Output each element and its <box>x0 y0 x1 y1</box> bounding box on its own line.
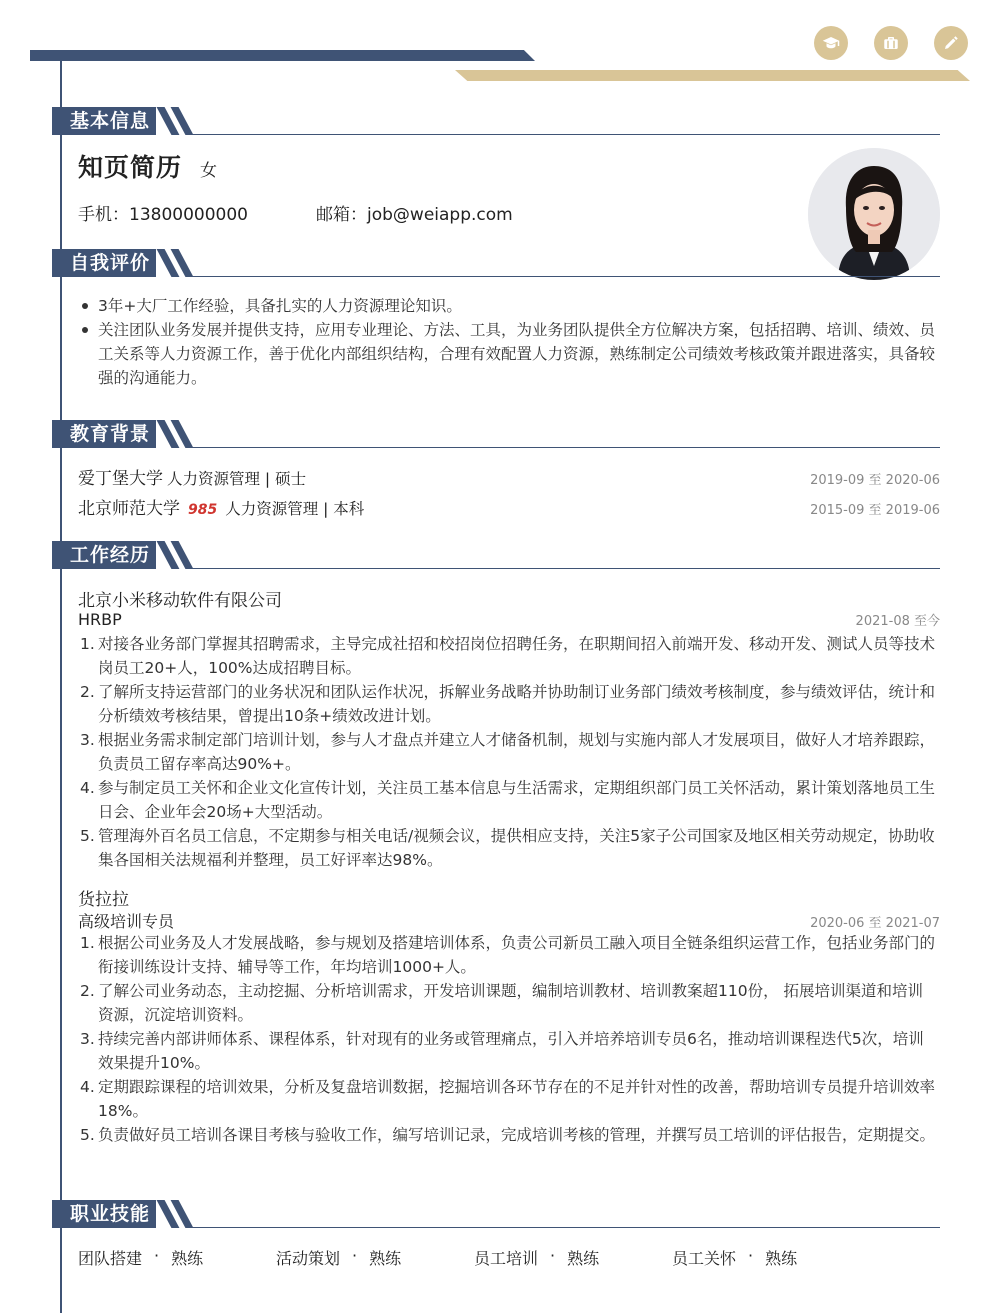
list-item: 2. 了解公司业务动态，主动挖掘、分析培训需求，开发培训课题，编制培训教材、培训教案超110份， 拓展培训渠道和培训资源，沉淀培训资料。 <box>80 982 924 1024</box>
list-item: 4. 参与制定员工关怀和企业文化宣传计划，关注员工基本信息与生活需求，定期组织部门员工关怀活动，累计策划落地员工生日会、企业年会20场+大型活动。 <box>80 779 936 821</box>
skill-item <box>78 1246 276 1269</box>
section-rule <box>192 447 940 448</box>
skill-separator: · <box>352 1246 358 1265</box>
role-row <box>78 610 940 629</box>
list-item: 2. 了解所支持运营部门的业务状况和团队运作状况，拆解业务战略并协助制订业务部门绩效考核制度，参与绩效评估，统计和分析绩效考核结果，曾提出10条+绩效改进计划。 <box>80 683 936 725</box>
skill-level: 熟练 <box>567 1249 600 1268</box>
section-title: 职业技能 <box>52 1200 156 1228</box>
skill-item <box>276 1246 474 1269</box>
self-eval-list <box>78 294 938 390</box>
skills-row <box>78 1246 940 1269</box>
header-icons <box>814 26 968 60</box>
section-header-self-eval <box>52 249 940 277</box>
job-title: 高级培训专员 <box>78 912 175 931</box>
skill-level: 熟练 <box>369 1249 402 1268</box>
section-title: 自我评价 <box>52 249 156 277</box>
job-date: 2020-06 至 2021-07 <box>810 916 940 931</box>
school-name: 爱丁堡大学 <box>78 469 163 489</box>
skill-separator: · <box>154 1246 160 1265</box>
school-date: 2015-09 至 2019-06 <box>810 503 940 518</box>
list-item: 4. 定期跟踪课程的培训效果，分析及复盘培训数据，挖掘培训各环节存在的不足并针对性的改善，帮助培训专员提升培训效率18%。 <box>80 1078 936 1120</box>
education-row <box>78 464 940 490</box>
section-header-work <box>52 541 940 569</box>
skill-separator: · <box>748 1246 754 1265</box>
list-item: 1. 对接各业务部门掌握其招聘需求，主导完成社招和校招岗位招聘任务，在职期间招入前端开发、移动开发、测试人员等技术岗员工20+人，100%达成招聘目标。 <box>80 635 936 677</box>
list-item: 1. 根据公司业务及人才发展战略，参与规划及搭建培训体系，负责公司新员工融入项目全链条组织运营工作，包括业务部门的衔接训练设计支持、辅导等工作，年均培训1000+人。 <box>80 934 936 976</box>
job-title: HRBP <box>78 610 122 629</box>
section-title: 工作经历 <box>52 541 156 569</box>
header-decor-navy-bar <box>30 50 535 61</box>
section-rule <box>192 134 940 135</box>
graduation-cap-icon <box>814 26 848 60</box>
company-name: 北京小米移动软件有限公司 <box>78 591 282 611</box>
list-item: 5. 负责做好员工培训各课目考核与验收工作，编写培训记录，完成培训考核的管理，并撰写员工培训的评估报告，定期提交。 <box>80 1126 936 1144</box>
section-rule <box>192 568 940 569</box>
section-header-education <box>52 420 940 448</box>
section-rule <box>192 1227 940 1228</box>
name-row <box>78 148 217 184</box>
briefcase-icon <box>874 26 908 60</box>
skill-name: 员工关怀 <box>672 1249 737 1268</box>
skill-separator: · <box>550 1246 556 1265</box>
skill-level: 熟练 <box>171 1249 204 1268</box>
skill-level: 熟练 <box>765 1249 798 1268</box>
skill-name: 活动策划 <box>276 1249 341 1268</box>
skill-item <box>672 1246 870 1269</box>
section-header-basic <box>52 107 940 135</box>
candidate-name: 知页简历 <box>78 153 183 182</box>
list-item: 3. 根据业务需求制定部门培训计划，参与人才盘点并建立人才储备机制，规划与实施内部人才发展项目，做好人才培养跟踪，负责员工留存率高达90%+。 <box>80 731 936 773</box>
list-item: 3. 持续完善内部讲师体系、课程体系，针对现有的业务或管理痛点，引入并培养培训专员6名，推动培训课程迭代5次，培训效果提升10%。 <box>80 1030 924 1072</box>
job-date: 2021-08 至今 <box>855 614 940 629</box>
education-row <box>78 494 940 520</box>
skill-item <box>474 1246 672 1269</box>
skill-name: 员工培训 <box>474 1249 539 1268</box>
candidate-gender: 女 <box>200 161 218 181</box>
section-rule <box>192 276 940 277</box>
header-decor-gold-bar <box>455 70 970 81</box>
skill-name: 团队搭建 <box>78 1249 143 1268</box>
list-item: 关注团队业务发展并提供支持，应用专业理论、方法、工具，为业务团队提供全方位解决方案，包括招聘、培训、绩效、员工关系等人力资源工作，善于优化内部组织结构，合理有效配置人力资源，熟练制定公司绩效考核政策并跟进落实，具备较强的沟通能力。 <box>78 318 938 390</box>
section-title: 基本信息 <box>52 107 156 135</box>
list-item: 3年+大厂工作经验，具备扎实的人力资源理论知识。 <box>78 294 938 318</box>
school-date: 2019-09 至 2020-06 <box>810 473 940 488</box>
school-name: 北京师范大学 <box>78 499 180 519</box>
school-major: 人力资源管理 | 本科 <box>225 500 365 518</box>
job-duties-list <box>78 931 936 1147</box>
school-tag-985: 985 <box>188 502 218 518</box>
job-duties-list <box>78 632 936 872</box>
phone: 手机：13800000000 <box>78 205 248 225</box>
email: 邮箱：job@weiapp.com <box>316 205 513 225</box>
section-title: 教育背景 <box>52 420 156 448</box>
list-item: 5. 管理海外百名员工信息，不定期参与相关电话/视频会议，提供相应支持，关注5家子公司国家及地区相关劳动规定，协助收集各国相关法规福利并整理，员工好评率达98%。 <box>80 827 935 869</box>
company-name: 货拉拉 <box>78 890 129 910</box>
section-header-skills <box>52 1200 940 1228</box>
pen-icon <box>934 26 968 60</box>
school-major: 人力资源管理 | 硕士 <box>167 470 307 488</box>
role-row <box>78 909 940 932</box>
